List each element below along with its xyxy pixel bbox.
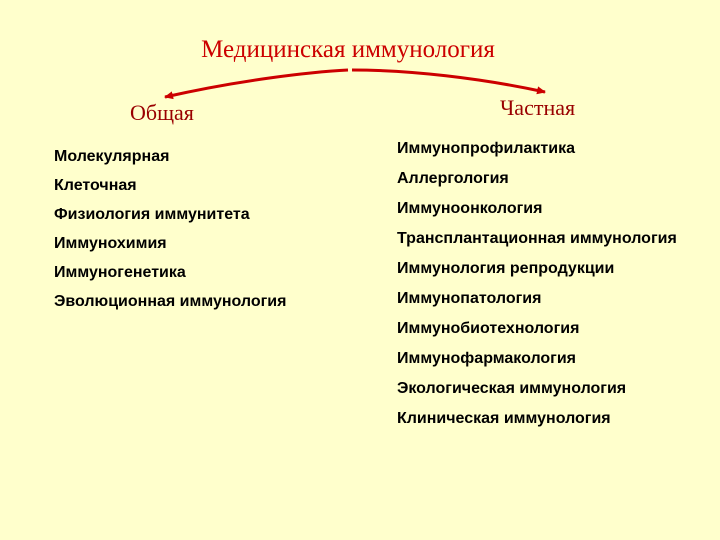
specific-item: Иммунобиотехнология <box>397 320 580 337</box>
specific-item: Иммунология репродукции <box>397 260 615 277</box>
specific-item: Аллергология <box>397 170 509 187</box>
specific-list <box>397 140 707 440</box>
branch-general: Общая <box>130 100 194 125</box>
arrow-to-general <box>165 70 348 97</box>
arrow-to-specific <box>352 70 545 92</box>
general-item: Физиология иммунитета <box>54 206 250 223</box>
specific-item: Иммунофармакология <box>397 350 577 367</box>
specific-item: Иммуноонкология <box>397 200 543 217</box>
general-item: Эволюционная иммунология <box>54 293 287 310</box>
general-item: Иммуногенетика <box>54 264 186 281</box>
general-list <box>54 144 286 318</box>
specific-item: Трансплантационная иммунология <box>397 230 677 247</box>
diagram-title-text: Медицинская иммунология <box>201 36 495 63</box>
specific-item: Иммунопрофилактика <box>397 140 575 157</box>
specific-item: Клиническая иммунология <box>397 410 611 427</box>
general-item: Клеточная <box>54 177 137 194</box>
branch-arrows <box>0 0 720 140</box>
general-item: Иммунохимия <box>54 235 167 252</box>
branch-specific: Частная <box>500 95 576 120</box>
specific-item: Экологическая иммунология <box>397 380 627 397</box>
specific-item: Иммунопатология <box>397 290 542 307</box>
general-item: Молекулярная <box>54 148 170 165</box>
